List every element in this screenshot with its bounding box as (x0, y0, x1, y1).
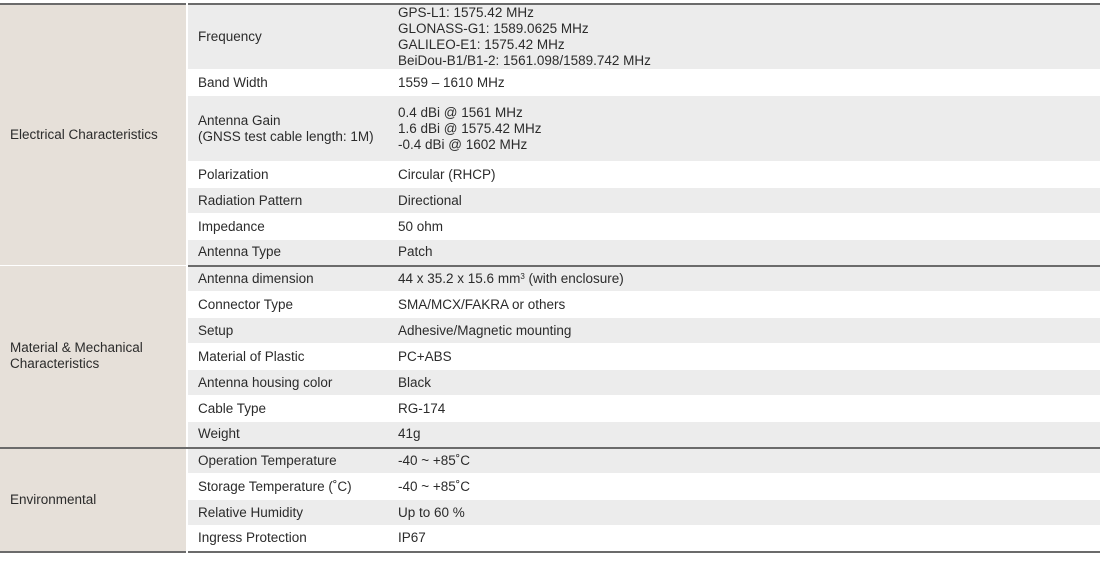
value-line: BeiDou-B1/B1-2: 1561.098/1589.742 MHz (398, 53, 651, 68)
param-label: Antenna Gain (198, 112, 281, 128)
value-cell (388, 266, 1100, 292)
value-line: 1559 – 1610 MHz (398, 74, 505, 90)
value-line: GALILEO-E1: 1575.42 MHz (398, 37, 565, 52)
value-line: GLONASS-G1: 1589.0625 MHz (398, 21, 589, 36)
value-cell (388, 70, 1100, 96)
value-line: -0.4 dBi @ 1602 MHz (398, 136, 528, 152)
param-cell (187, 318, 388, 344)
param-label: Polarization (198, 166, 269, 182)
value-line: 1.6 dBi @ 1575.42 MHz (398, 120, 542, 136)
value-line: -40 ~ +85˚C (398, 478, 471, 494)
param-label: Connector Type (198, 296, 294, 312)
value-line: RG-174 (398, 400, 446, 416)
value-cell (388, 526, 1100, 552)
value-cell (388, 162, 1100, 188)
param-cell (187, 292, 388, 318)
param-label: Antenna housing color (198, 374, 333, 390)
param-label: Weight (198, 426, 240, 442)
table-row (0, 448, 1100, 474)
param-cell (187, 266, 388, 292)
param-label: Impedance (198, 218, 265, 234)
param-label: Ingress Protection (198, 530, 307, 546)
category-label: Electrical Characteristics (10, 127, 158, 142)
param-cell (187, 474, 388, 500)
category-label: Environmental (10, 491, 97, 507)
value-line: Black (398, 374, 432, 390)
value-line: Adhesive/Magnetic mounting (398, 322, 572, 338)
param-cell (187, 188, 388, 214)
value-cell (388, 292, 1100, 318)
value-line: 50 ohm (398, 218, 444, 234)
param-cell (187, 214, 388, 240)
superscript: 3 (520, 271, 525, 281)
param-cell (187, 344, 388, 370)
value-suffix: (with enclosure) (524, 270, 624, 286)
param-cell (187, 162, 388, 188)
param-label: Radiation Pattern (198, 192, 303, 208)
param-label: Relative Humidity (198, 504, 304, 520)
param-label: Storage Temperature (˚C) (198, 478, 352, 494)
value-line: PC+ABS (398, 348, 452, 364)
param-cell (187, 4, 388, 70)
value-cell (388, 474, 1100, 500)
param-cell (187, 448, 388, 474)
table-row (0, 4, 1100, 70)
value-cell (388, 500, 1100, 526)
param-cell (187, 370, 388, 396)
param-cell (187, 96, 388, 162)
value-line: SMA/MCX/FAKRA or others (398, 296, 566, 312)
param-cell (187, 70, 388, 96)
value-cell (388, 188, 1100, 214)
value-cell (388, 4, 1100, 70)
param-label: Cable Type (198, 400, 267, 416)
category-cell (0, 266, 187, 448)
value-cell (388, 96, 1100, 162)
value-line: Circular (RHCP) (398, 166, 496, 182)
value-line: -40 ~ +85˚C (398, 452, 471, 468)
param-label: Band Width (198, 74, 268, 90)
category-cell (0, 448, 187, 552)
param-label: Frequency (198, 29, 262, 44)
category-cell (0, 4, 187, 266)
category-label: Material & Mechanical Characteristics (10, 340, 143, 372)
param-cell (187, 240, 388, 266)
table-row (0, 266, 1100, 292)
value-line: Patch (398, 244, 433, 260)
value-line: Directional (398, 192, 462, 208)
value-cell (388, 240, 1100, 266)
param-cell (187, 422, 388, 448)
param-label: Antenna Type (198, 244, 282, 260)
param-label: Operation Temperature (198, 452, 337, 468)
value-cell (388, 370, 1100, 396)
value-line: IP67 (398, 530, 426, 546)
param-label: (GNSS test cable length: 1M) (198, 128, 374, 144)
value-line: 0.4 dBi @ 1561 MHz (398, 104, 523, 120)
value-line: Up to 60 % (398, 504, 465, 520)
value-line: GPS-L1: 1575.42 MHz (398, 5, 534, 20)
value-line: 41g (398, 426, 421, 442)
param-label: Material of Plastic (198, 348, 305, 364)
value-line: 44 x 35.2 x 15.6 mm (398, 270, 521, 286)
param-label: Antenna dimension (198, 270, 314, 286)
param-cell (187, 500, 388, 526)
param-cell (187, 396, 388, 422)
value-cell (388, 448, 1100, 474)
value-cell (388, 344, 1100, 370)
value-cell (388, 214, 1100, 240)
value-cell (388, 396, 1100, 422)
param-cell (187, 526, 388, 552)
value-cell (388, 422, 1100, 448)
spec-table (0, 3, 1100, 553)
value-cell (388, 318, 1100, 344)
param-label: Setup (198, 322, 234, 338)
